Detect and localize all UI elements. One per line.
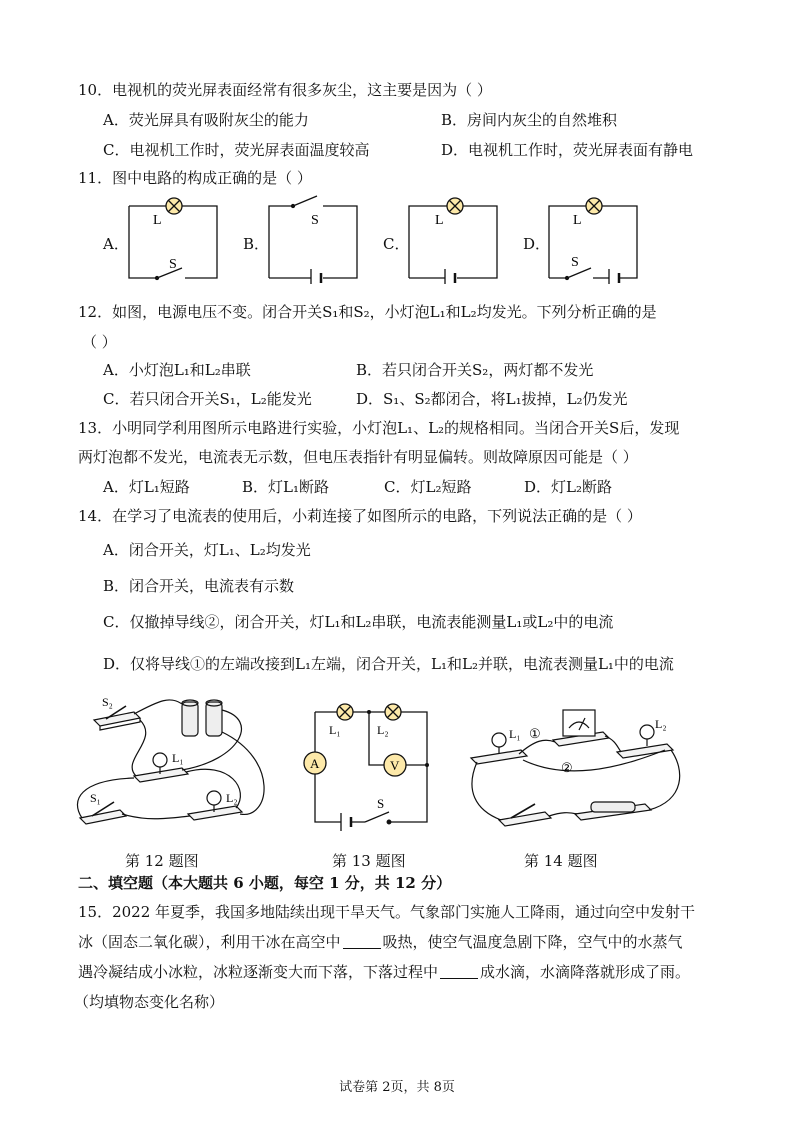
q14-option-b: B．闭合开关，电流表有示数: [103, 577, 295, 595]
fig12-l2-label: L₂: [226, 791, 238, 805]
q15-line2: [78, 932, 683, 952]
q13-option-b: B．灯L₁断路: [242, 478, 329, 496]
q11-circuit-a: [125, 194, 225, 284]
q15-line2-post: 吸热，使空气温度急剧下降，空气中的水蒸气: [382, 933, 683, 951]
q11-stem: 11．图中电路的构成正确的是（ ）: [78, 169, 312, 187]
figure-12: [70, 690, 280, 840]
q13-stem-line2: 两灯泡都不发光，电流表无示数，但电压表指针有明显偏转。则故障原因可能是（ ）: [78, 448, 638, 466]
q11-circuit-d: [545, 194, 645, 284]
q13-option-a: A．灯L₁短路: [103, 478, 190, 496]
section-2-title: 二、填空题（本大题共 6 小题，每空 1 分，共 12 分）: [78, 874, 452, 892]
fig13-voltmeter-label: V: [390, 758, 400, 773]
fig14-l2-label: L₂: [655, 717, 667, 731]
q14-option-d: D．仅将导线①的左端改接到L₁左端，闭合开关，L₁和L₂并联，电流表测量L₁中的电流: [103, 655, 674, 673]
q15-blank-2[interactable]: [440, 964, 478, 979]
q13-option-c: C．灯L₂短路: [384, 478, 472, 496]
q10-option-a: A．荧光屏具有吸附灰尘的能力: [103, 111, 309, 129]
q11-label-d: D．: [523, 235, 551, 253]
q11-b-switch-label: S: [311, 213, 319, 228]
q10-option-c: C．电视机工作时，荧光屏表面温度较高: [103, 141, 370, 159]
q11-circuit-b: [265, 194, 365, 284]
q12-option-c: C．若只闭合开关S₁，L₂能发光: [103, 390, 312, 408]
q12-option-d: D．S₁、S₂都闭合，将L₁拔掉，L₂仍发光: [356, 390, 628, 408]
figure-12-caption: 第 12 题图: [125, 852, 199, 870]
fig14-wire1-label: ①: [529, 726, 541, 741]
q11-circuit-c: [405, 194, 505, 284]
q12-option-a: A．小灯泡L₁和L₂串联: [103, 361, 251, 379]
fig12-s2-label: S₂: [102, 695, 113, 709]
q15-blank-1[interactable]: [343, 934, 381, 949]
q12-stem-line2: （ ）: [82, 333, 117, 351]
q11-d-switch-label: S: [571, 255, 579, 270]
fig13-switch-label: S: [377, 796, 385, 811]
q10-stem: 10．电视机的荧光屏表面经常有很多灰尘，这主要是因为（ ）: [78, 81, 492, 99]
q11-c-lamp-label: L: [435, 213, 444, 228]
page-footer: 试卷第 2页，共 8页: [339, 1080, 455, 1095]
q10-option-b: B．房间内灰尘的自然堆积: [441, 111, 618, 129]
q12-option-b: B．若只闭合开关S₂，两灯都不发光: [356, 361, 594, 379]
q11-a-lamp-label: L: [153, 213, 162, 228]
figure-14: [465, 700, 685, 840]
q13-stem-line1: 13．小明同学利用图所示电路进行实验，小灯泡L₁、L₂的规格相同。当闭合开关S后，发现: [78, 419, 680, 437]
fig13-ammeter-label: A: [310, 756, 320, 771]
q11-label-a: A．: [103, 235, 129, 253]
q15-line3-post: 成水滴，水滴降落就形成了雨。: [480, 963, 691, 981]
fig12-s1-label: S₁: [90, 791, 101, 805]
q15-line2-pre: 冰（固态二氧化碳），利用干冰在高空中: [78, 933, 341, 951]
fig14-l1-label: L₁: [509, 727, 521, 741]
fig13-l2-label: L₂: [377, 723, 389, 737]
q10-option-d: D．电视机工作时，荧光屏表面有静电: [441, 141, 694, 159]
q11-a-switch-label: S: [169, 257, 177, 272]
q11-label-b: B．: [243, 235, 270, 253]
q14-option-c: C．仅撤掉导线②，闭合开关，灯L₁和L₂串联，电流表能测量L₁或L₂中的电流: [103, 613, 614, 631]
figure-13-caption: 第 13 题图: [332, 852, 406, 870]
q11-d-lamp-label: L: [573, 213, 582, 228]
q15-line4: （均填物态变化名称）: [74, 993, 225, 1011]
q14-option-a: A．闭合开关，灯L₁、L₂均发光: [103, 541, 311, 559]
fig12-l1-label: L₁: [172, 751, 184, 765]
q15-line1: 15．2022 年夏季，我国多地陆续出现干旱天气。气象部门实施人工降雨，通过向空中发射干: [78, 903, 696, 921]
q13-option-d: D．灯L₂断路: [524, 478, 613, 496]
q14-stem: 14．在学习了电流表的使用后，小莉连接了如图所示的电路，下列说法正确的是（ ）: [78, 507, 642, 525]
q15-line3-pre: 遇冷凝结成小冰粒，冰粒逐渐变大而下落，下落过程中: [78, 963, 439, 981]
figure-13: [295, 696, 445, 836]
q12-stem-line1: 12．如图，电源电压不变。闭合开关S₁和S₂，小灯泡L₁和L₂均发光。下列分析正确的是: [78, 303, 657, 321]
fig14-wire2-label: ②: [561, 760, 573, 775]
figure-14-caption: 第 14 题图: [524, 852, 598, 870]
q11-label-c: C．: [383, 235, 410, 253]
fig13-l1-label: L₁: [329, 723, 341, 737]
q15-line3: [78, 962, 690, 982]
